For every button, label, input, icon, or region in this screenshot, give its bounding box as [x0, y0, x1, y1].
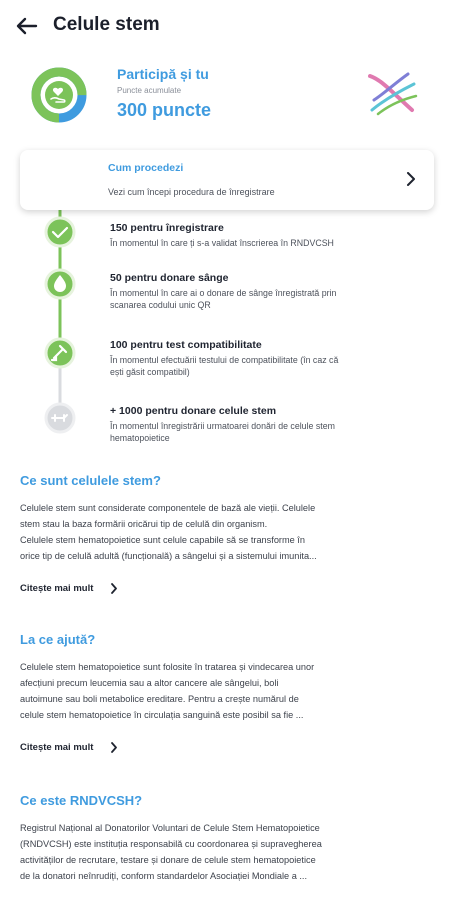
step-description-line: În momentul în care ți s-a validat înscrierea în RNDVCSH — [110, 238, 334, 248]
section-text — [20, 820, 434, 884]
step-description-line: În momentul înregistrării urmatoarei donări de celule stem — [110, 421, 335, 431]
back-arrow-icon[interactable] — [14, 14, 40, 38]
read-more-label: Citește mai mult — [20, 742, 94, 754]
section-text-line: stem stau la baza formării oricărui tip de celulă din organism. — [20, 519, 268, 529]
step-title: 50 pentru donare sânge — [110, 272, 229, 284]
section-text-line: Celulele stem sunt considerate componentele de bază ale vieții. Celulele — [20, 503, 316, 513]
step-description — [110, 354, 440, 378]
section-text — [20, 659, 434, 723]
how-to-subtitle: Vezi cum începi procedura de înregistrare — [108, 187, 275, 197]
page-title: Celule stem — [53, 14, 160, 35]
chevron-right-icon — [406, 172, 416, 186]
step-title: + 1000 pentru donare celule stem — [110, 405, 277, 417]
step-compatibility-test — [110, 339, 440, 378]
section-title-what-is-rndvcsh: Ce este RNDVCSH? — [20, 793, 143, 808]
read-more-button[interactable] — [20, 742, 118, 753]
how-to-card[interactable] — [20, 150, 434, 210]
section-text-line: Celulele stem hematopoietice sunt celule capabile să se transforme în — [20, 535, 305, 545]
points-subtitle: Puncte acumulate — [117, 86, 182, 95]
step-title: 150 pentru înregistrare — [110, 222, 224, 234]
step-description-line: hematopoietice — [110, 433, 170, 443]
section-text-line: autoimune sau boli metabolice ereditare. Pentru a crește numărul de — [20, 694, 299, 704]
section-title-what-helps: La ce ajută? — [20, 632, 96, 647]
chevron-right-icon — [110, 583, 118, 594]
section-title-what-are-stem-cells: Ce sunt celulele stem? — [20, 473, 161, 488]
points-value: 300 puncte — [117, 100, 212, 120]
app-header — [0, 0, 454, 52]
step-description — [110, 237, 440, 249]
step-title: 100 pentru test compatibilitate — [110, 339, 262, 351]
section-text-line: Registrul Național al Donatorilor Voluntari de Celule Stem Hematopoietice — [20, 823, 320, 833]
section-text-line: celule stem hematopoietice în circulația sanguină este posibil sa fie ... — [20, 710, 304, 720]
how-to-title: Cum procedezi — [108, 162, 184, 174]
step-registration — [110, 222, 440, 249]
section-text-line: (RNDVCSH) este instituția responsabilă cu coordonarea și supravegherea — [20, 839, 322, 849]
step-description-line: ești găsit compatibil) — [110, 367, 190, 377]
step-1-check-icon — [46, 218, 74, 246]
section-text — [20, 500, 434, 564]
section-text-line: activităților de recrutare, testare și donare de celule stem hematopoietice — [20, 855, 316, 865]
step-blood-donation — [110, 272, 440, 311]
points-heading: Participă și tu — [117, 66, 209, 82]
section-text-line: afecțiuni precum leucemia sau a altor cancere ale sângelui, boli — [20, 678, 279, 688]
step-description-line: scanarea codului unic QR — [110, 300, 211, 310]
chevron-right-icon — [110, 742, 118, 753]
section-text-line: de la donatori neînrudiți, conform standardelor Asociației Mondiale a ... — [20, 871, 308, 881]
read-more-button[interactable] — [20, 583, 118, 594]
points-progress-ring — [30, 66, 88, 124]
step-3-test-tube-icon — [46, 339, 74, 367]
step-description — [110, 287, 440, 311]
step-stem-cell-donation — [110, 405, 440, 444]
section-text-line: Celulele stem hematopoietice sunt folosite în tratarea și vindecarea unor — [20, 662, 315, 672]
section-text-line: orice tip de celulă adultă (funcțională) a sângelui și a sistemului imunita... — [20, 551, 317, 561]
read-more-label: Citește mai mult — [20, 583, 94, 595]
brand-logo — [364, 70, 420, 118]
step-description-line: În momentul efectuării testului de compatibilitate (în caz că — [110, 355, 339, 365]
step-description — [110, 420, 440, 444]
step-4-syringe-icon — [46, 404, 74, 432]
step-2-blood-drop-icon — [46, 270, 74, 298]
step-description-line: În momentul în care ai o donare de sânge înregistrată prin — [110, 288, 337, 298]
